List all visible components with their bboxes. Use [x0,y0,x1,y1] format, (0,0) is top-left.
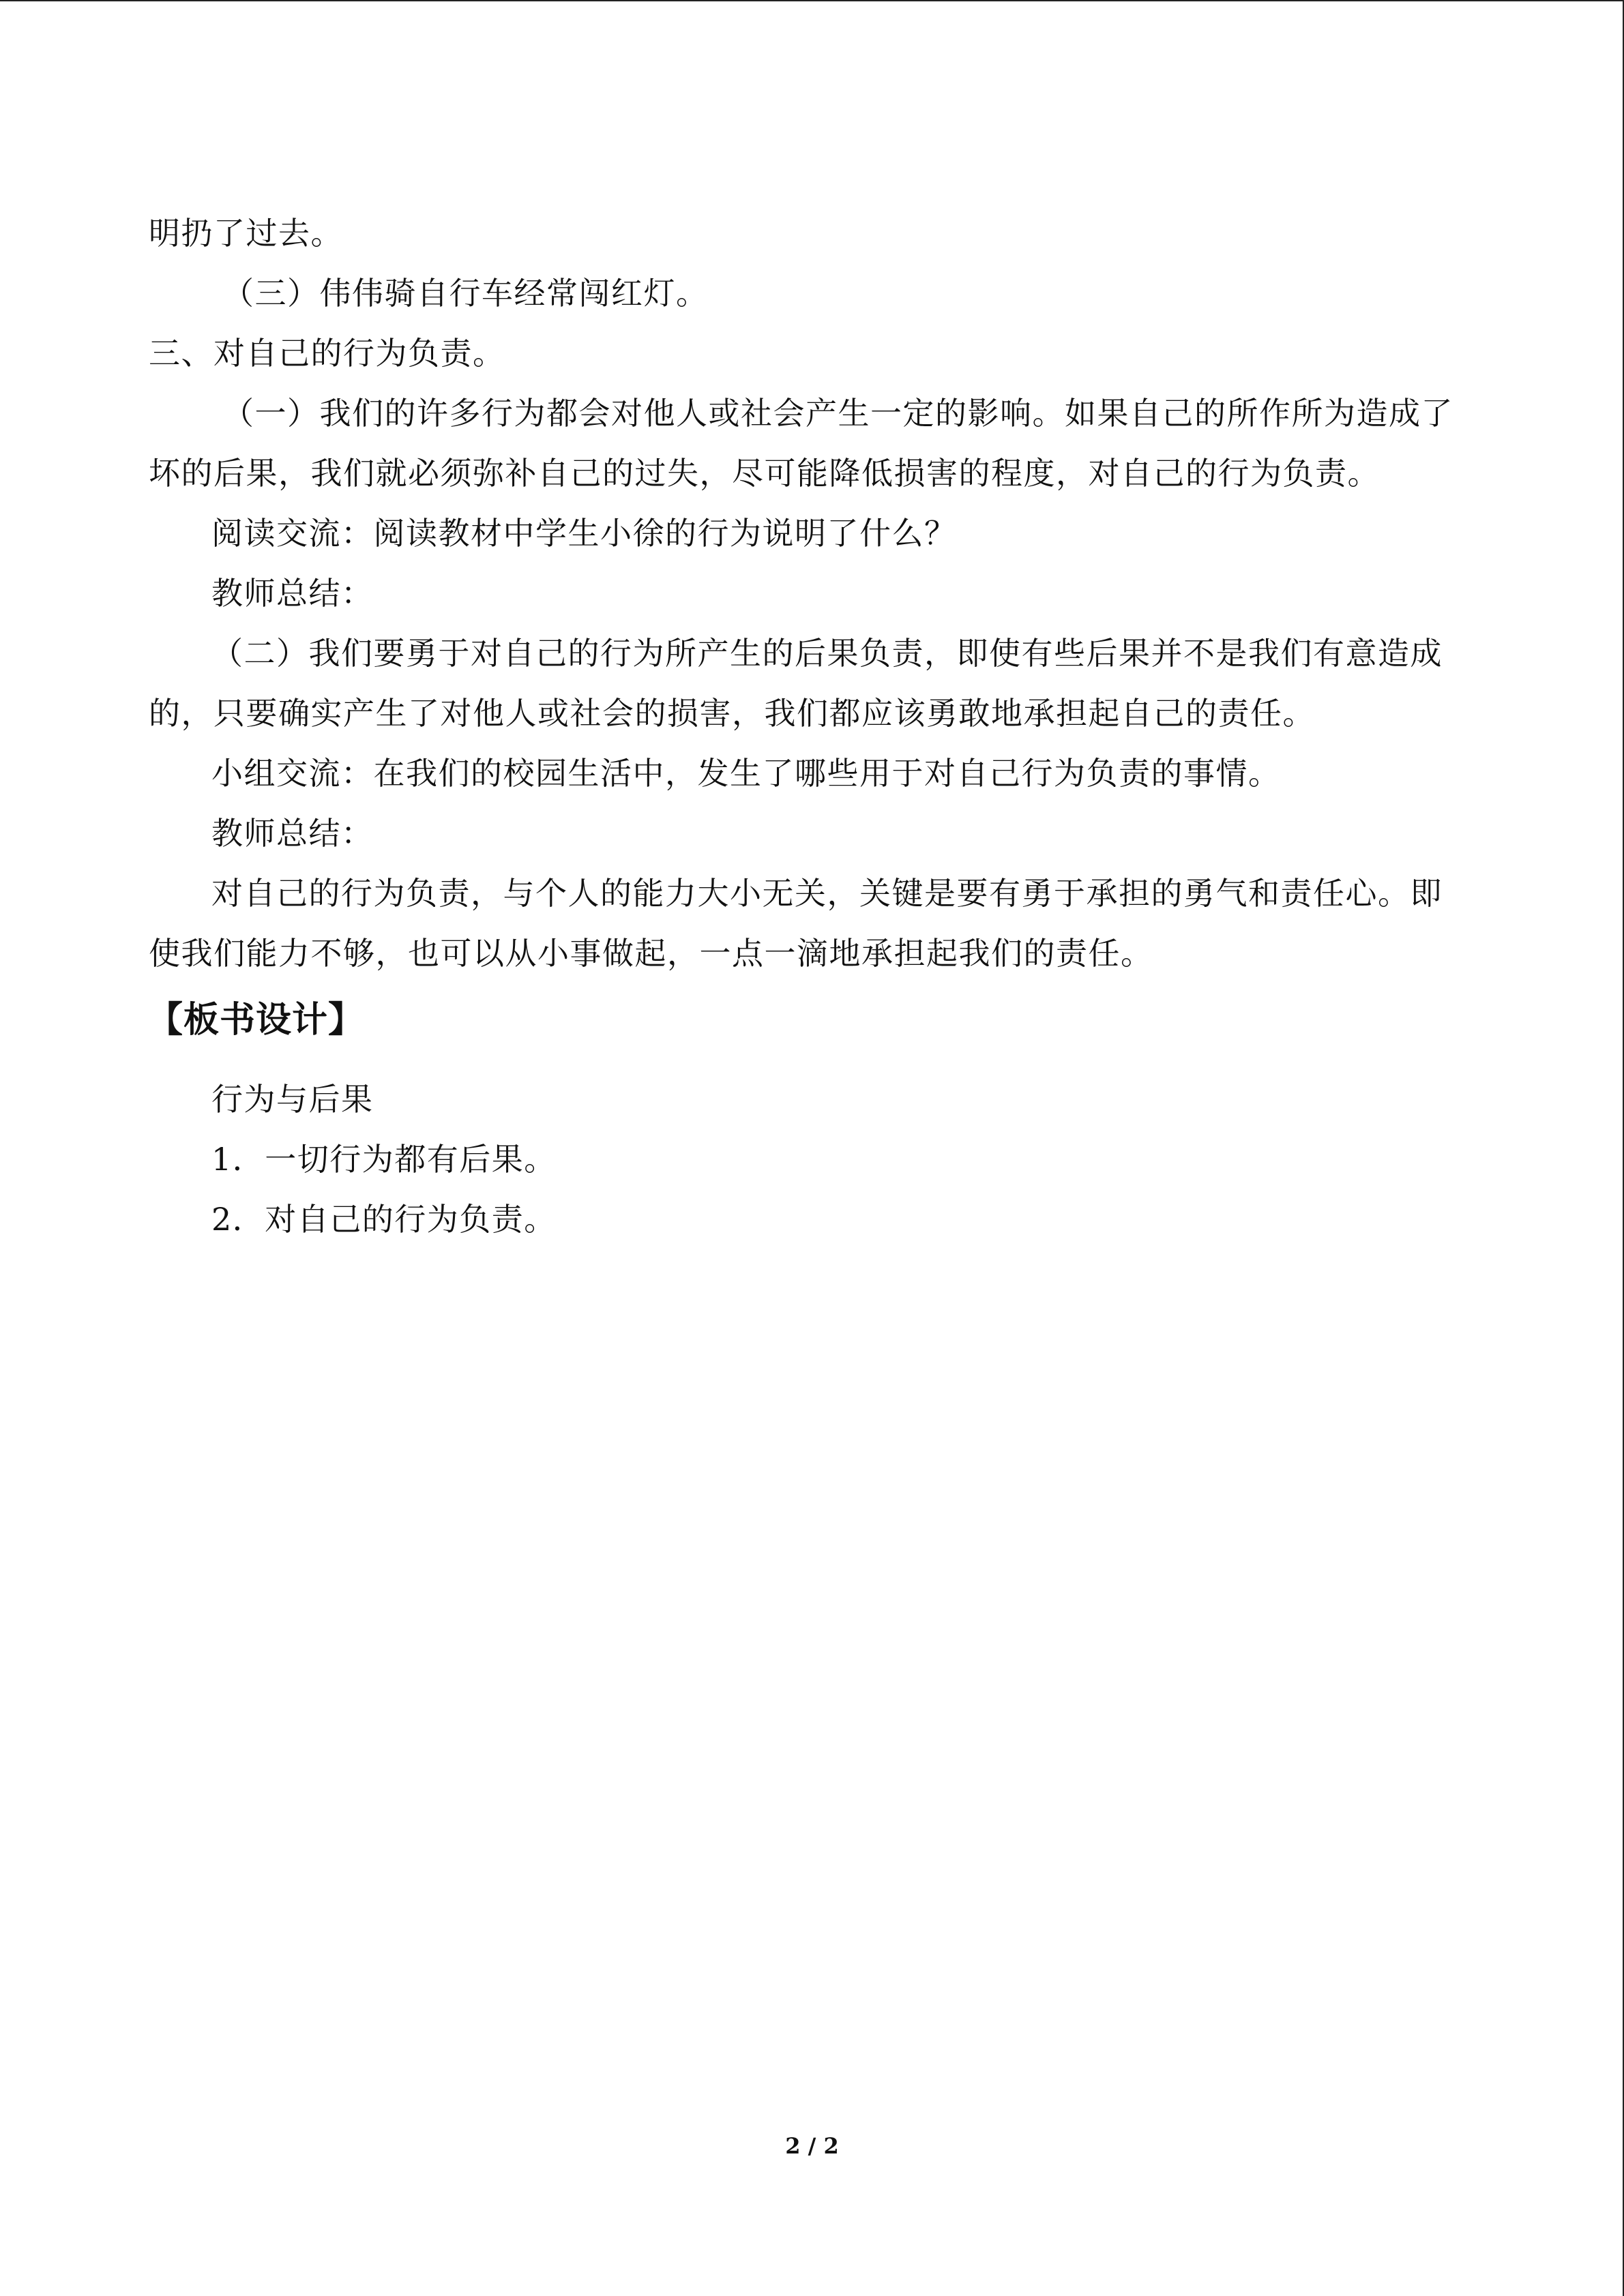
body-line-teacher-summary-1: 教师总结： [211,575,374,612]
board-item-1: 1．一切行为都有后果。 [211,1141,557,1178]
body-line-example-three: （三）伟伟骑自行车经常闯红灯。 [222,275,709,312]
page-number: 2 / 2 [785,2133,839,2159]
body-line-point-two-b: 的，只要确实产生了对他人或社会的损害，我们都应该勇敢地承担起自己的责任。 [149,695,1315,732]
body-line-conclusion-a: 对自己的行为负责，与个人的能力大小无关，关键是要有勇于承担的勇气和责任心。即 [211,875,1443,912]
body-line-conclusion-b: 使我们能力不够，也可以从小事做起，一点一滴地承担起我们的责任。 [149,935,1153,972]
board-gap [149,1057,1458,1069]
body-line-teacher-summary-2: 教师总结： [211,815,374,852]
board-title: 行为与后果 [211,1081,374,1118]
section-heading-three: 三、对自己的行为负责。 [149,335,505,372]
body-line-group-exchange: 小组交流：在我们的校园生活中，发生了哪些用于对自己行为负责的事情。 [211,755,1281,792]
board-item-2: 2．对自己的行为负责。 [211,1201,557,1238]
document-body [149,203,1458,1249]
body-line-continuation: 明扔了过去。 [149,215,343,252]
body-line-point-one-a: （一）我们的许多行为都会对他人或社会产生一定的影响。如果自己的所作所为造成了 [222,395,1453,432]
board-design-heading: 【板书设计】 [147,1000,365,1041]
body-line-reading-exchange: 阅读交流：阅读教材中学生小徐的行为说明了什么？ [211,515,957,552]
body-line-point-one-b: 坏的后果，我们就必须弥补自己的过失，尽可能降低损害的程度，对自己的行为负责。 [149,455,1380,492]
body-line-point-two-a: （二）我们要勇于对自己的行为所产生的后果负责，即使有些后果并不是我们有意造成 [211,635,1443,672]
